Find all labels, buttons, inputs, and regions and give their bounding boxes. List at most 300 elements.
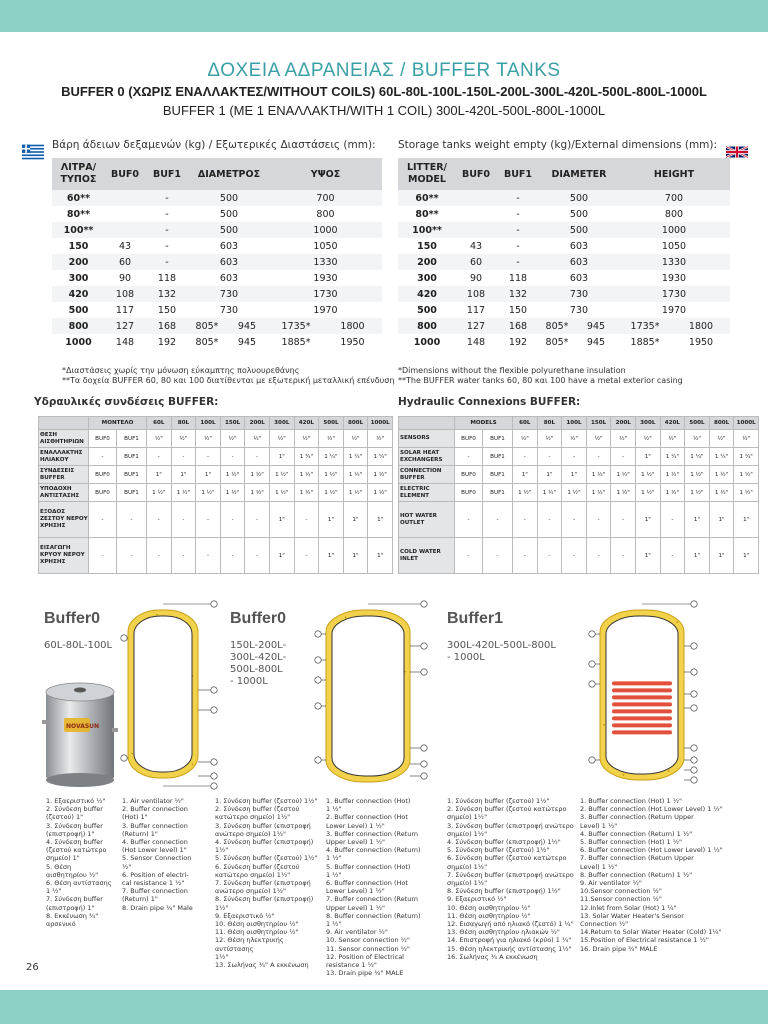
callout-marker	[198, 759, 217, 765]
table-cell: 1 ¼"	[319, 448, 344, 466]
list-item: 6. Σύνδεση buffer (ζεστού κατώτερο σημείο) 1½"	[447, 854, 567, 871]
row-label: SOLAR HEAT EXCHANGERS	[399, 448, 455, 466]
buffer0-large-greek-list	[215, 797, 323, 969]
table-cell: 1"	[368, 538, 393, 574]
table-cell: 1 ½"	[734, 466, 759, 484]
table-row	[399, 448, 759, 466]
list-item: 13. Drain pipe ¾" MALE	[326, 969, 404, 978]
callout-marker	[163, 783, 217, 789]
list-item: 5. Buffer connection (Hot) 1 ½"	[580, 838, 682, 847]
list-item: 6. Σύνδεση buffer (ζεστού κατώτερο σημείο) 1½"	[215, 862, 300, 879]
table-cell: 1050	[313, 240, 338, 252]
col-header: 500L	[319, 417, 344, 430]
table-cell: ½"	[171, 430, 196, 448]
col-header: 420L	[660, 417, 685, 430]
table-cell: 1 ¼"	[368, 448, 393, 466]
table-cell: ½"	[586, 430, 611, 448]
table-cell: ½"	[660, 430, 685, 448]
inner-tank	[606, 616, 678, 774]
table-cell: 1 ½"	[685, 484, 710, 502]
greek-table-caption: Βάρη άδειων δεξαμενών (kg) / Εξωτερικές Διαστάσεις (mm):	[52, 139, 376, 151]
list-item: 9. Εξαεριστικό ½"	[447, 895, 507, 904]
table-cell: 1"	[635, 538, 660, 574]
table-cell: -	[562, 448, 587, 466]
table-cell: 80**	[66, 208, 91, 220]
table-cell: -	[117, 538, 147, 574]
list-item: 1. Σύνδεση buffer (ζεστού) 1½"	[447, 797, 550, 805]
list-item: 12.Inlet from Solar (Hot) 1 ¼"	[580, 903, 677, 912]
table-cell: -	[147, 538, 172, 574]
greek-notes	[62, 366, 394, 386]
table-cell: 1 ½"	[245, 466, 270, 484]
table-cell: -	[165, 192, 169, 204]
col-header: DIAMETER	[540, 158, 618, 190]
table-cell: 730	[569, 304, 589, 316]
buffer0-small-english-list	[122, 797, 212, 912]
table-cell: ½"	[611, 430, 636, 448]
table-cell: 1 ½"	[319, 484, 344, 502]
list-item: 3. Buffer connection (Return Upper Level) 1 ½"	[326, 829, 419, 847]
table-cell: -	[513, 448, 538, 466]
row-label: HOT WATER OUTLET	[399, 502, 455, 538]
table-cell: 1"	[147, 466, 172, 484]
table-cell: 730	[219, 288, 239, 300]
table-cell	[456, 190, 496, 206]
table-cell: ½"	[220, 430, 245, 448]
table-cell: 1"	[319, 538, 344, 574]
table-cell: 150	[508, 304, 528, 316]
table-cell: 730	[569, 288, 589, 300]
list-item: 5. Σύνδεση buffer (ζεστού) 1½"	[215, 854, 318, 863]
table-cell: BUF0	[455, 484, 483, 502]
table-cell: 1 ½"	[220, 484, 245, 502]
table-cell: 1 ½"	[245, 484, 270, 502]
table-cell: 1 ¼"	[660, 448, 685, 466]
list-item: 4. Buffer connection (Hot Lower level) 1"	[122, 838, 188, 855]
table-row	[398, 334, 730, 350]
list-item: 7. Buffer connection (Return) 1"	[122, 887, 188, 904]
col-header: 500L	[685, 417, 710, 430]
table-cell	[456, 222, 496, 238]
table-row	[52, 222, 382, 238]
list-item: 10.Sensor connection ½"	[580, 887, 662, 896]
table-cell: -	[586, 502, 611, 538]
table-cell: 150	[68, 240, 89, 252]
top-band	[0, 0, 768, 32]
note-line: *Διαστάσεις χωρίς την μόνωση εύκαμπτης πολυουρεθάνης	[62, 366, 300, 375]
callout-marker	[121, 635, 128, 641]
col-header: LITTER/ MODEL	[398, 158, 456, 190]
table-cell: 200	[417, 256, 437, 268]
list-item: 7. Σύνδεση buffer (επιστροφή ανώτερο σημείο) 1½"	[447, 870, 574, 888]
col-header: 1000L	[368, 417, 393, 430]
table-cell: BUF1	[483, 484, 513, 502]
table-cell: 805*	[195, 336, 219, 348]
inner-tank	[332, 616, 404, 776]
table-cell: -	[516, 240, 520, 252]
table-cell: 1 ½"	[685, 466, 710, 484]
table-cell: 90	[118, 272, 132, 284]
table-cell: 1885*	[281, 336, 311, 348]
table-cell: 1000	[661, 224, 687, 236]
list-item: 2. Σύνδεση buffer (ζεστού κατώτερο σημείο) 1½"	[447, 805, 567, 822]
table-cell: 60**	[66, 192, 91, 204]
table-cell: -	[245, 448, 270, 466]
callout-marker	[198, 707, 217, 713]
table-cell: -	[171, 538, 196, 574]
table-row	[52, 254, 382, 270]
list-item: 3. Σύνδεση buffer (επιστροφή ανώτερο σημείο) 1½"	[447, 821, 574, 838]
callout-marker	[684, 777, 697, 783]
table-cell: 603	[569, 256, 589, 268]
table-cell: 1"	[513, 466, 538, 484]
table-cell	[105, 206, 145, 222]
table-cell: 1 ½"	[537, 484, 562, 502]
table-cell: 1330	[313, 256, 338, 268]
table-cell: 1"	[635, 502, 660, 538]
buffer0-large-sizes: 150L-200L- 300L-420L- 500L-800L - 1000L	[230, 640, 287, 687]
list-item: 8. Σύνδεση buffer (επιστροφή) 1½"	[215, 895, 314, 912]
table-cell: ½"	[734, 430, 759, 448]
list-item: 4. Σύνδεση buffer (ζεστού κατώτερο σημείο) 1"	[46, 838, 107, 863]
table-cell: 800	[68, 320, 89, 332]
table-cell: 1"	[734, 538, 759, 574]
english-table-caption: Storage tanks weight empty (kg)/External dimensions (mm):	[398, 139, 718, 151]
list-item: 10. Θέση αισθητηρίου ½"	[447, 903, 531, 912]
page-number: 26	[26, 962, 39, 973]
table-row	[52, 190, 382, 206]
table-cell: 603	[219, 272, 239, 284]
buffer0-large-name: Buffer0	[230, 610, 287, 627]
callout-marker	[684, 691, 697, 697]
buffer1-sizes: 300L-420L-500L-800L - 1000L	[447, 640, 556, 663]
table-cell: 1730	[661, 288, 687, 300]
table-cell: 1 ½"	[709, 484, 734, 502]
list-item: 11. Θέση αισθητηρίου ½"	[447, 911, 531, 920]
table-row	[399, 430, 759, 448]
list-item: 8. Σύνδεση buffer (επιστροφή) 1½"	[447, 887, 561, 896]
table-row	[398, 286, 730, 302]
table-cell: 1 ½"	[562, 484, 587, 502]
table-cell: -	[245, 502, 270, 538]
table-cell: 192	[508, 336, 528, 348]
table-cell: 168	[157, 320, 177, 332]
table-cell: 1 ½"	[196, 484, 221, 502]
callout-marker	[589, 661, 600, 667]
table-cell: -	[455, 538, 483, 574]
buffer1-name: Buffer1	[447, 610, 504, 627]
list-item: 14. Επιστροφή για ηλιακό (κρύο) 1 ¼"	[447, 936, 572, 945]
list-item: 4. Σύνδεση buffer (επιστροφή) 1½"	[215, 838, 314, 855]
table-cell: 150	[417, 240, 437, 252]
table-cell: -	[165, 208, 169, 220]
table-cell: -	[89, 502, 117, 538]
table-cell: 1000	[413, 336, 441, 348]
table-cell: BUF1	[117, 448, 147, 466]
col-header: 150L	[220, 417, 245, 430]
list-item: 5. Sensor Connection ½"	[122, 854, 192, 871]
col-header: 300L	[635, 417, 660, 430]
row-label: ΕΝΑΛΛΑΚΤΗΣ ΗΛΙΑΚΟΥ	[39, 448, 89, 466]
table-cell: 80**	[415, 208, 439, 220]
greek-connections-table	[38, 416, 393, 574]
table-cell: -	[611, 538, 636, 574]
english-notes	[398, 366, 683, 386]
table-cell: ½"	[269, 430, 294, 448]
col-header: 150L	[586, 417, 611, 430]
list-item: 11. Sensor connection ½"	[326, 944, 410, 953]
note-line: *Dimensions without the flexible polyurethane insulation	[398, 366, 626, 375]
callout-marker	[315, 703, 326, 709]
list-item: 2. Σύνδεση buffer (ζεστού) 1"	[46, 805, 103, 822]
table-cell: 118	[508, 272, 528, 284]
table-cell: ½"	[685, 430, 710, 448]
table-row	[398, 238, 730, 254]
col-header: 800L	[343, 417, 368, 430]
table-cell: 1 ½"	[343, 484, 368, 502]
table-cell: ½"	[147, 430, 172, 448]
table-cell: 945	[237, 320, 257, 332]
table-cell: 500	[219, 224, 239, 236]
callout-marker	[684, 767, 697, 773]
table-cell: ½"	[635, 430, 660, 448]
table-cell: 1 ¼"	[343, 448, 368, 466]
table-cell: -	[586, 448, 611, 466]
list-item: 5. Σύνδεση buffer (ζεστού) 1½"	[447, 846, 550, 855]
col-header: 300L	[269, 417, 294, 430]
row-label: COLD WATER INLET	[399, 538, 455, 574]
callout-marker	[684, 705, 697, 711]
col-header: 1000L	[734, 417, 759, 430]
table-cell: 1 ½"	[368, 466, 393, 484]
table-cell: 1 ½"	[269, 466, 294, 484]
list-item: 8. Drain pipe ¾" Male	[122, 903, 193, 912]
note-line: **The BUFFER water tanks 60, 80 και 100 have a metal exterior casing	[398, 376, 683, 385]
table-cell: ½"	[245, 430, 270, 448]
list-item: 9. Εξαεριστικό ½"	[215, 911, 275, 920]
table-row	[398, 206, 730, 222]
col-header: 200L	[245, 417, 270, 430]
table-cell: 1 ½"	[294, 484, 319, 502]
table-cell	[456, 206, 496, 222]
table-cell: -	[513, 538, 538, 574]
row-label: ΕΞΟΔΟΣ ΖΕΣΤΟΥ ΝΕΡΟΥ ΧΡΗΣΗΣ	[39, 502, 89, 538]
table-cell: 150	[157, 304, 177, 316]
buffer1-english-list	[580, 797, 748, 953]
table-cell: 1 ½"	[660, 484, 685, 502]
table-cell: 603	[219, 240, 239, 252]
list-item: 2. Buffer connection (Hot) 1"	[122, 805, 188, 822]
callout-marker	[121, 755, 128, 761]
list-item: 4. Buffer connection (Return) 1 ½"	[326, 846, 421, 863]
table-cell: 1"	[368, 502, 393, 538]
table-row	[39, 502, 393, 538]
list-item: 6. Position of electri- cal resistance 1 ½"	[122, 870, 189, 888]
table-cell: 500	[569, 208, 589, 220]
table-cell: 1"	[269, 448, 294, 466]
list-item: 1. Buffer connection (Hot) 1 ½"	[326, 797, 411, 814]
table-cell: 1970	[661, 304, 687, 316]
row-label: ΘΕΣΗ ΑΙΣΘΗΤΗΡΙΩΝ	[39, 430, 89, 448]
row-label: ΣΥΝΔΕΣΕΙΣ BUFFER	[39, 466, 89, 484]
table-row	[398, 302, 730, 318]
table-row	[39, 430, 393, 448]
table-cell: 420	[68, 288, 89, 300]
list-item: 7. Σύνδεση buffer (επιστροφή) 1"	[46, 895, 103, 912]
callout-marker	[163, 601, 217, 607]
table-row	[39, 484, 393, 502]
list-item: 8. Buffer connection (Return) 1 ½"	[580, 870, 693, 879]
table-cell: -	[294, 538, 319, 574]
table-cell: 300	[68, 272, 89, 284]
table-cell: -	[660, 502, 685, 538]
callout-marker	[684, 757, 697, 763]
row-label: ΥΠΟΔΟΧΗ ΑΝΤΙΣΤΑΣΗΣ	[39, 484, 89, 502]
table-cell: BUF1	[117, 466, 147, 484]
table-cell: BUF1	[483, 430, 513, 448]
note-line: **Τα δοχεία BUFFER 60, 80 και 100 διατίθενται με εξωτερική μεταλλική επένδυση	[62, 376, 395, 385]
table-cell: 1885*	[630, 336, 660, 348]
col-header: ΔΙΑΜΕΤΡΟΣ	[189, 158, 269, 190]
list-item: 11. Θέση αισθητηρίου ½"	[215, 928, 299, 937]
table-cell: 1"	[343, 502, 368, 538]
table-cell: 800	[664, 208, 684, 220]
list-item: 9. Air ventilator ½"	[326, 928, 388, 937]
table-cell: -	[171, 448, 196, 466]
list-item: 10. Θέση αισθητηρίου ½"	[215, 920, 299, 929]
list-item: 3. Buffer connection (Return Upper Level) 1 ½"	[580, 813, 694, 830]
table-cell: 168	[508, 320, 528, 332]
callout-marker	[368, 601, 427, 607]
table-cell: -	[196, 448, 221, 466]
list-item: 4. Σύνδεση buffer (επιστροφή) 1½"	[447, 838, 561, 847]
table-cell	[105, 190, 145, 206]
table-cell: 500	[417, 304, 437, 316]
table-cell: 1 ¼"	[685, 448, 710, 466]
table-cell: 1950	[340, 336, 365, 348]
list-item: 5. Θέση αισθητηρίου ½"	[46, 862, 99, 879]
table-cell: 1 ½"	[343, 466, 368, 484]
row-label: ELECTRIC ELEMENT	[399, 484, 455, 502]
list-item: 1. Σύνδεση buffer (ζεστού) 1½"	[215, 797, 318, 805]
table-cell: 800	[417, 320, 437, 332]
row-label: SENSORS	[399, 430, 455, 448]
list-item: 12. Position of Electrical resistance 1 ½"	[326, 952, 404, 970]
table-cell: -	[537, 448, 562, 466]
table-cell: -	[147, 448, 172, 466]
table-cell: 132	[508, 288, 528, 300]
greek-connections-title: Υδραυλικές συνδέσεις BUFFER:	[34, 396, 219, 408]
table-cell: 148	[115, 336, 135, 348]
list-item: 2. Σύνδεση buffer (ζεστού κατώτερο σημείο) 1½"	[215, 805, 300, 822]
row-label: ΕΙΣΑΓΩΓΗ ΚΡΥΟΥ ΝΕΡΟΥ ΧΡΗΣΗΣ	[39, 538, 89, 574]
table-row	[399, 466, 759, 484]
table-cell: -	[537, 502, 562, 538]
table-cell: 132	[157, 288, 177, 300]
table-cell: -	[171, 502, 196, 538]
table-row	[52, 286, 382, 302]
table-cell: -	[220, 538, 245, 574]
table-cell: BUF1	[117, 430, 147, 448]
table-cell: ½"	[196, 430, 221, 448]
table-cell: 500	[219, 192, 239, 204]
table-row	[398, 318, 730, 334]
subtitle-buffer1: BUFFER 1 (ΜΕ 1 ΕΝΑΛΛΑΚΤΗ/WITH 1 COIL) 300L-420L-500L-800L-1000L	[162, 103, 606, 118]
list-item: 8. Εκκένωση ¾" αρσενικό	[46, 911, 99, 929]
table-cell: 1"	[685, 502, 710, 538]
list-item: 15. Θέση ηλεκτρικής αντίστασης 1½"	[447, 944, 572, 953]
table-row	[52, 270, 382, 286]
table-row	[39, 538, 393, 574]
col-header: BUF1	[496, 158, 540, 190]
col-header	[39, 417, 89, 430]
table-cell: BUF1	[117, 484, 147, 502]
table-cell: -	[196, 502, 221, 538]
list-item: 6. Buffer connection (Hot Lower Level) 1 ½"	[580, 846, 723, 855]
callout-marker	[315, 657, 326, 663]
subtitle-buffer0: BUFFER 0 (ΧΩΡΙΣ ΕΝΑΛΛΑΚΤΕΣ/WITHOUT COILS) 60L-80L-100L-150L-200L-300L-420L-500L-800L-1000L	[61, 84, 707, 99]
table-cell: 118	[157, 272, 177, 284]
col-header: ΜΟΝΤΕΛΟ	[89, 417, 147, 430]
table-cell: 500	[68, 304, 89, 316]
table-cell: 1330	[661, 256, 687, 268]
col-header: MODELS	[455, 417, 513, 430]
table-cell: 108	[115, 288, 135, 300]
table-cell: 60**	[415, 192, 439, 204]
table-cell: 1800	[688, 320, 714, 332]
table-cell: 1 ½"	[660, 466, 685, 484]
callout-marker	[589, 681, 600, 687]
callout-marker	[684, 745, 697, 751]
table-cell: 1730	[313, 288, 338, 300]
table-cell: 1 ½"	[147, 484, 172, 502]
col-header: 60L	[513, 417, 538, 430]
table-cell: 1950	[688, 336, 714, 348]
table-cell: -	[220, 502, 245, 538]
callout-marker	[642, 601, 697, 607]
list-item: 2. Buffer connection (Hot Lower Level) 1 ½"	[580, 805, 723, 814]
list-item: 14.Return to Solar Water Heater (Cold) 1¼"	[580, 928, 722, 937]
table-row	[39, 466, 393, 484]
callout-marker	[684, 643, 697, 649]
list-item: 2. Buffer connection (Hot Lower Level) 1 ½"	[326, 813, 408, 830]
list-item: 3. Buffer connection (Return) 1"	[122, 821, 188, 838]
table-cell: -	[483, 538, 513, 574]
list-item: 7. Σύνδεση buffer (επιστροφή ανώτερο σημείο) 1½"	[215, 879, 311, 896]
table-cell: 43	[469, 240, 483, 252]
table-cell: -	[516, 224, 520, 236]
col-header: BUF0	[105, 158, 145, 190]
table-cell: 1 ½"	[611, 466, 636, 484]
table-cell: 1"	[709, 502, 734, 538]
table-cell: -	[562, 538, 587, 574]
table-cell: 1 ½"	[368, 484, 393, 502]
list-item: 13. Θέση αισθητηρίου ηλιακών ½"	[447, 928, 560, 937]
table-cell: 1 ½"	[586, 484, 611, 502]
list-item: 1. Air ventilator ½"	[122, 797, 184, 805]
table-cell: 1 ½"	[635, 484, 660, 502]
col-header: 60L	[147, 417, 172, 430]
table-cell: -	[516, 208, 520, 220]
table-cell: 300	[417, 272, 437, 284]
table-cell: BUF0	[89, 484, 117, 502]
table-cell: -	[611, 502, 636, 538]
col-header: HEIGHT	[618, 158, 730, 190]
table-cell: 1"	[734, 502, 759, 538]
table-cell: 1"	[171, 466, 196, 484]
table-cell: ½"	[537, 430, 562, 448]
bottom-band	[0, 990, 768, 1024]
